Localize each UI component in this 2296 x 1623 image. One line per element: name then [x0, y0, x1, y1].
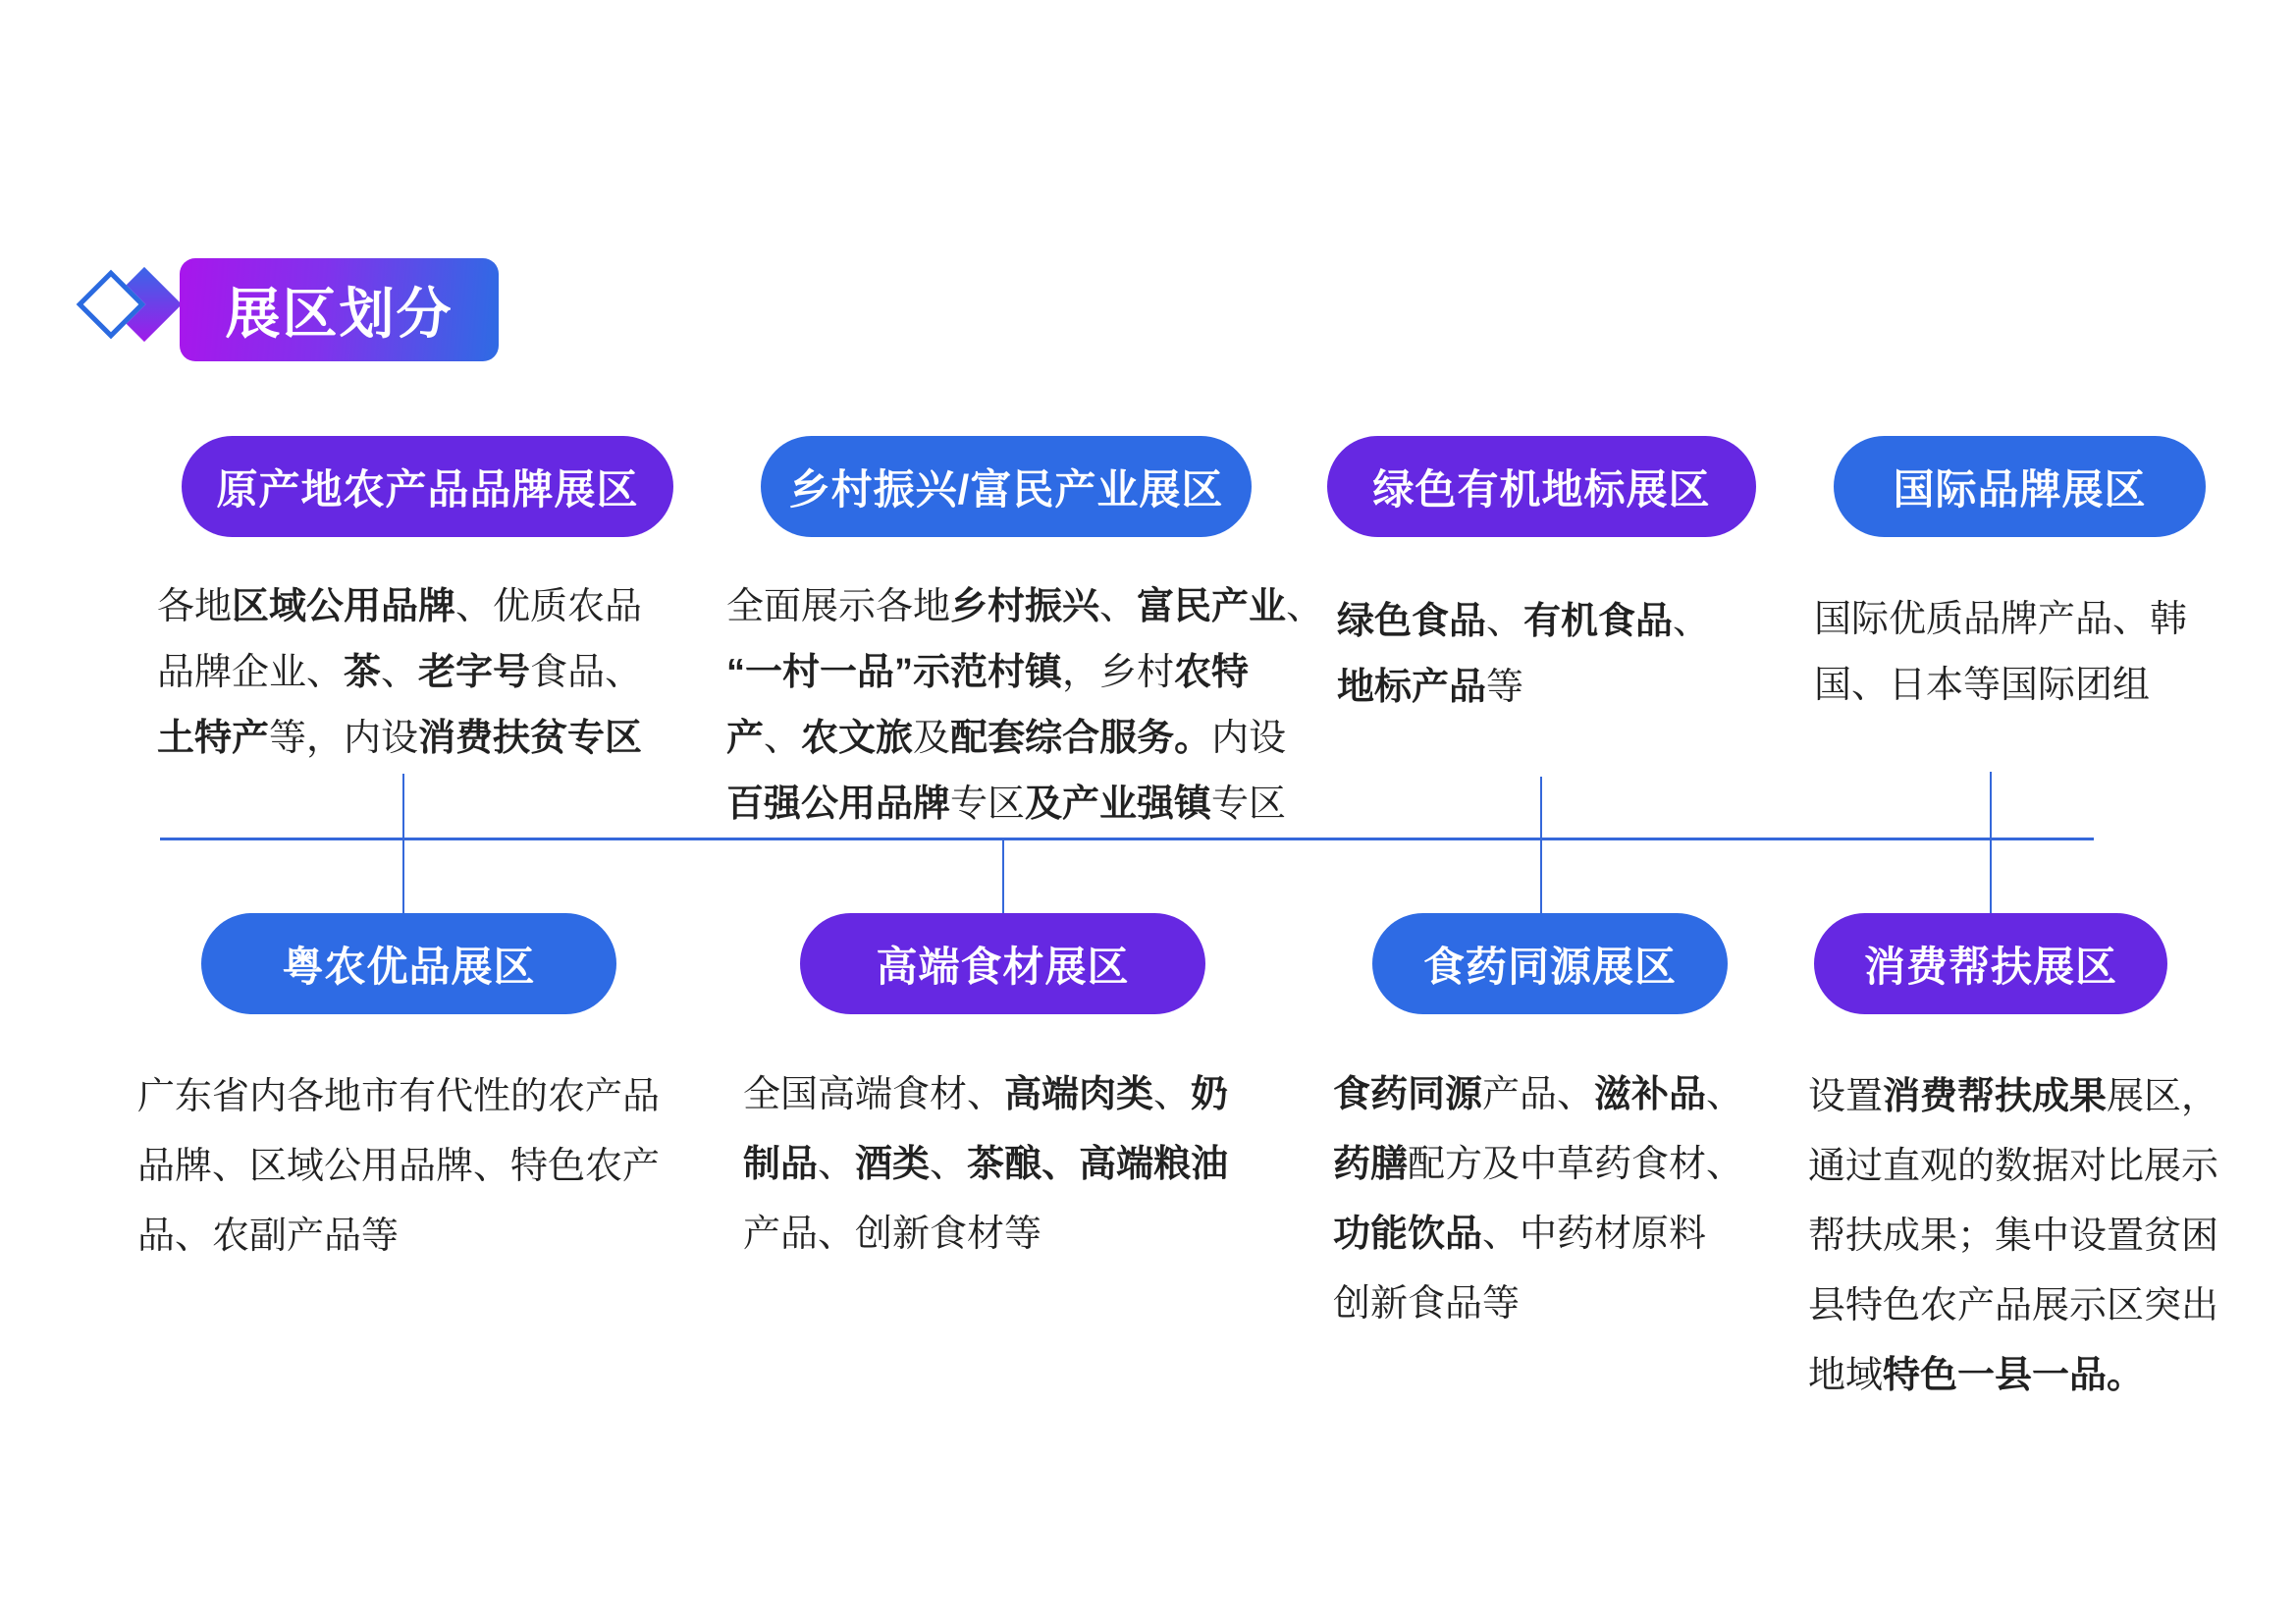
description-line: 各地区域公用品牌、优质农品: [157, 586, 643, 627]
description-line: 产品、创新食材等: [743, 1214, 1042, 1255]
zone-description: [743, 1060, 1228, 1270]
description-line: 功能饮品、中药材原料: [1333, 1214, 1707, 1255]
description-line: 广东省内各地市有代性的农产品: [137, 1076, 661, 1117]
description-line: 百强公用品牌专区及产业强镇专区: [726, 784, 1287, 825]
zone-pill: 粤农优品展区: [201, 913, 616, 1014]
description-line: 创新食品等: [1333, 1283, 1521, 1325]
description-line: 设置消费帮扶成果展区，: [1808, 1076, 2219, 1117]
zone-description: [1808, 1062, 2218, 1411]
connector-vertical-line: [1990, 772, 1992, 913]
description-line: 全国高端食材、高端肉类、奶: [743, 1074, 1229, 1115]
zone-description: [726, 574, 1323, 838]
zone-description: [137, 1062, 660, 1271]
description-line: 国、日本等国际团组: [1814, 665, 2151, 706]
description-line: 帮扶成果；集中设置贫困: [1808, 1216, 2219, 1257]
connector-vertical-line: [1540, 777, 1542, 913]
connector-horizontal-line: [160, 838, 2094, 840]
description-line: 食药同源产品、滋补品、: [1333, 1074, 1744, 1115]
zone-description: [1337, 589, 1710, 721]
description-line: 品、农副产品等: [137, 1216, 400, 1257]
zone-pill: 绿色有机地标展区: [1327, 436, 1756, 537]
zone-pill: 原产地农产品品牌展区: [182, 436, 673, 537]
description-line: 通过直观的数据对比展示: [1808, 1146, 2219, 1187]
description-line: 国际优质品牌产品、韩: [1814, 599, 2188, 640]
description-line: 地标产品等: [1337, 667, 1524, 708]
zone-description: [1333, 1060, 1743, 1339]
description-line: 产、农文旅及配套综合服务。内设: [726, 718, 1287, 759]
page-title: 展区划分: [180, 258, 499, 361]
description-line: 土特产等，内设消费扶贫专区: [157, 718, 643, 759]
connector-vertical-line: [1002, 838, 1004, 913]
connector-vertical-line: [402, 774, 404, 913]
zone-pill: 高端食材展区: [800, 913, 1205, 1014]
zone-pill: 国际品牌展区: [1834, 436, 2206, 537]
zone-description: [157, 574, 642, 772]
description-line: “一村一品”示范村镇，乡村农特: [726, 652, 1250, 693]
description-line: 品牌、区域公用品牌、特色农产: [137, 1146, 661, 1187]
description-line: 药膳配方及中草药食材、: [1333, 1144, 1744, 1185]
description-line: 制品、酒类、茶酿、高端粮油: [743, 1144, 1229, 1185]
zone-description: [1814, 587, 2187, 719]
zone-pill: 消费帮扶展区: [1814, 913, 2167, 1014]
zone-pill: 乡村振兴/富民产业展区: [761, 436, 1252, 537]
description-line: 品牌企业、茶、老字号食品、: [157, 652, 643, 693]
description-line: 全面展示各地乡村振兴、富民产业、: [726, 586, 1324, 627]
description-line: 地域特色一县一品。: [1808, 1355, 2145, 1396]
zone-pill: 食药同源展区: [1372, 913, 1728, 1014]
description-line: 绿色食品、有机食品、: [1337, 601, 1711, 642]
description-line: 县特色农产品展示区突出: [1808, 1285, 2219, 1326]
